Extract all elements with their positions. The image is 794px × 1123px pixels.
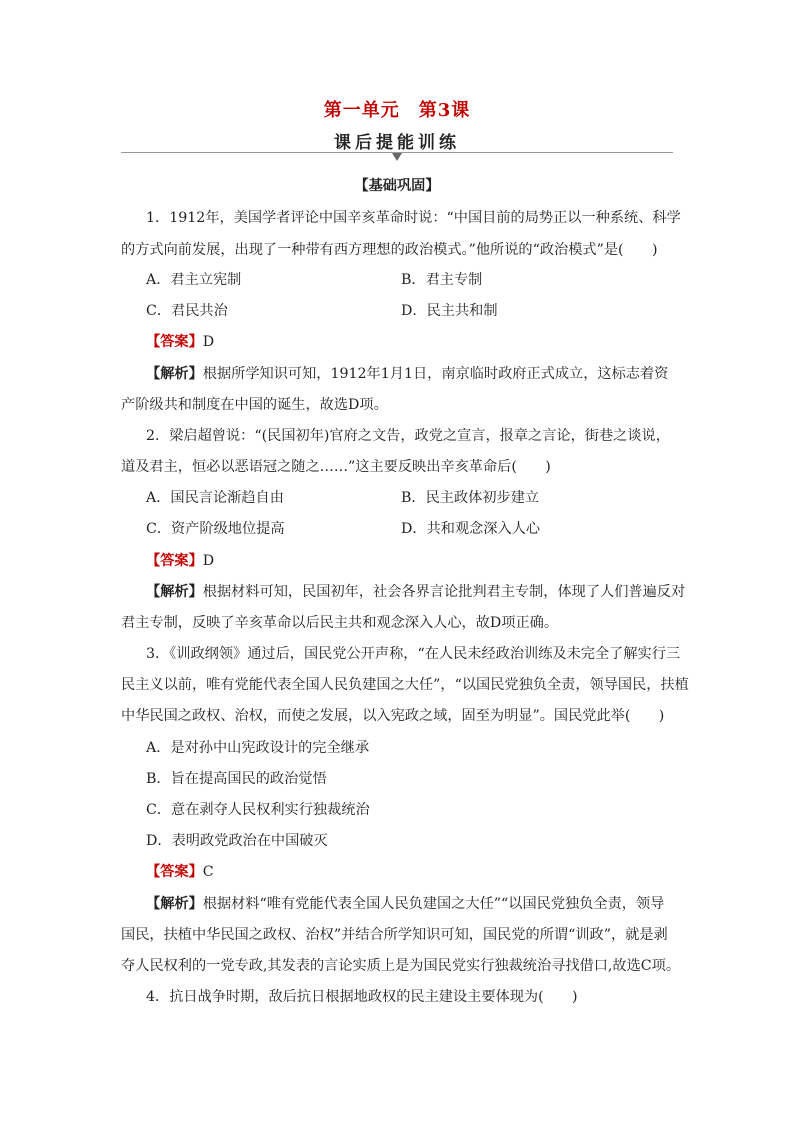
q1-option-b: B．君主专制 xyxy=(401,272,483,288)
q2-explanation-line1 xyxy=(146,582,685,602)
explanation-tag: 【解析】 xyxy=(146,366,203,382)
q3-option-b: B．旨在提高国民的政治觉悟 xyxy=(146,771,327,787)
q1-stem-line2: 的方式向前发展，出现了一种带有西方理想的政治模式。”他所说的“政治模式”是( ) xyxy=(121,242,658,258)
q2-option-a: A．国民言论渐趋自由 xyxy=(146,490,284,506)
answer-tag: 【答案】 xyxy=(146,864,203,880)
answer-tag: 【答案】 xyxy=(146,553,203,569)
explanation-tag: 【解析】 xyxy=(146,896,203,912)
answer-value: C xyxy=(202,864,214,880)
q1-explanation-line1 xyxy=(146,364,668,384)
page-title: 第一单元 第3课 xyxy=(323,100,471,121)
q3-option-c: C．意在剥夺人民权利实行独裁统治 xyxy=(146,802,370,818)
q3-explanation-line2: 国民，扶植中华民国之政权、治权”并结合所学知识可知，国民党的所谓“训政”，就是剥 xyxy=(121,927,668,943)
q2-stem-line1: 2．梁启超曾说：“(民国初年)官府之文告，政党之宣言，报章之言论，街巷之谈说， xyxy=(146,428,670,444)
q2-option-c: C．资产阶级地位提高 xyxy=(146,521,285,537)
answer-tag: 【答案】 xyxy=(146,334,203,350)
q3-stem-line1: 3．《训政纲领》通过后，国民党公开声称，“在人民未经政治训练及未完全了解实行三 xyxy=(146,646,681,662)
q2-answer xyxy=(146,551,214,571)
explanation-text: 根据所学知识可知，1912年1月1日，南京临时政府正式成立，这标志着资 xyxy=(202,366,669,382)
q1-stem-line1: 1．1912年，美国学者评论中国辛亥革命时说：“中国目前的局势正以一种系统、科学 xyxy=(146,210,681,226)
q2-explanation-line2: 君主专制，反映了辛亥革命以后民主共和观念深入人心，故D项正确。 xyxy=(121,615,559,631)
q2-stem-line2: 道及君主，恒必以恶语冠之随之……”这主要反映出辛亥革命后( ) xyxy=(121,459,551,475)
q3-option-d: D．表明政党政治在中国破灭 xyxy=(146,833,328,849)
q1-option-c: C．君民共治 xyxy=(146,303,228,319)
q2-option-d: D．共和观念深入人心 xyxy=(401,521,541,537)
answer-value: D xyxy=(202,553,215,569)
explanation-text: 根据材料可知，民国初年，社会各界言论批判君主专制，体现了人们普遍反对 xyxy=(202,584,686,600)
q3-explanation-line3: 夺人民权利的一党专政,其发表的言论实质上是为国民党实行独裁统治寻找借口,故选C项。 xyxy=(121,958,681,974)
answer-value: D xyxy=(202,334,215,350)
q1-option-a: A．君主立宪制 xyxy=(146,272,242,288)
q3-explanation-line1 xyxy=(146,894,664,914)
q3-option-a: A．是对孙中山宪政设计的完全继承 xyxy=(146,740,370,756)
q3-stem-line2: 民主义以前，唯有党能代表全国人民负建国之大任”，“以国民党独负全责，领导国民，扶植 xyxy=(121,677,689,693)
page-subtitle: 课后提能训练 xyxy=(334,133,460,153)
q1-answer xyxy=(146,332,214,352)
q3-stem-line3: 中华民国之政权、治权，而使之发展，以入宪政之域，固至为明显”。国民党此举( ) xyxy=(121,708,665,724)
triangle-down-icon xyxy=(392,153,402,161)
explanation-tag: 【解析】 xyxy=(146,584,203,600)
q3-answer xyxy=(146,862,214,882)
q2-option-b: B．民主政体初步建立 xyxy=(401,490,540,506)
q1-explanation-line2: 产阶级共和制度在中国的诞生，故选D项。 xyxy=(121,397,388,413)
q4-stem-line1: 4．抗日战争时期，敌后抗日根据地政权的民主建设主要体现为( ) xyxy=(146,989,578,1005)
q1-option-d: D．民主共和制 xyxy=(401,303,498,319)
section-heading: 【基础巩固】 xyxy=(354,178,440,194)
explanation-text: 根据材料“唯有党能代表全国人民负建国之大任”“以国民党独负全责，领导 xyxy=(202,896,665,912)
